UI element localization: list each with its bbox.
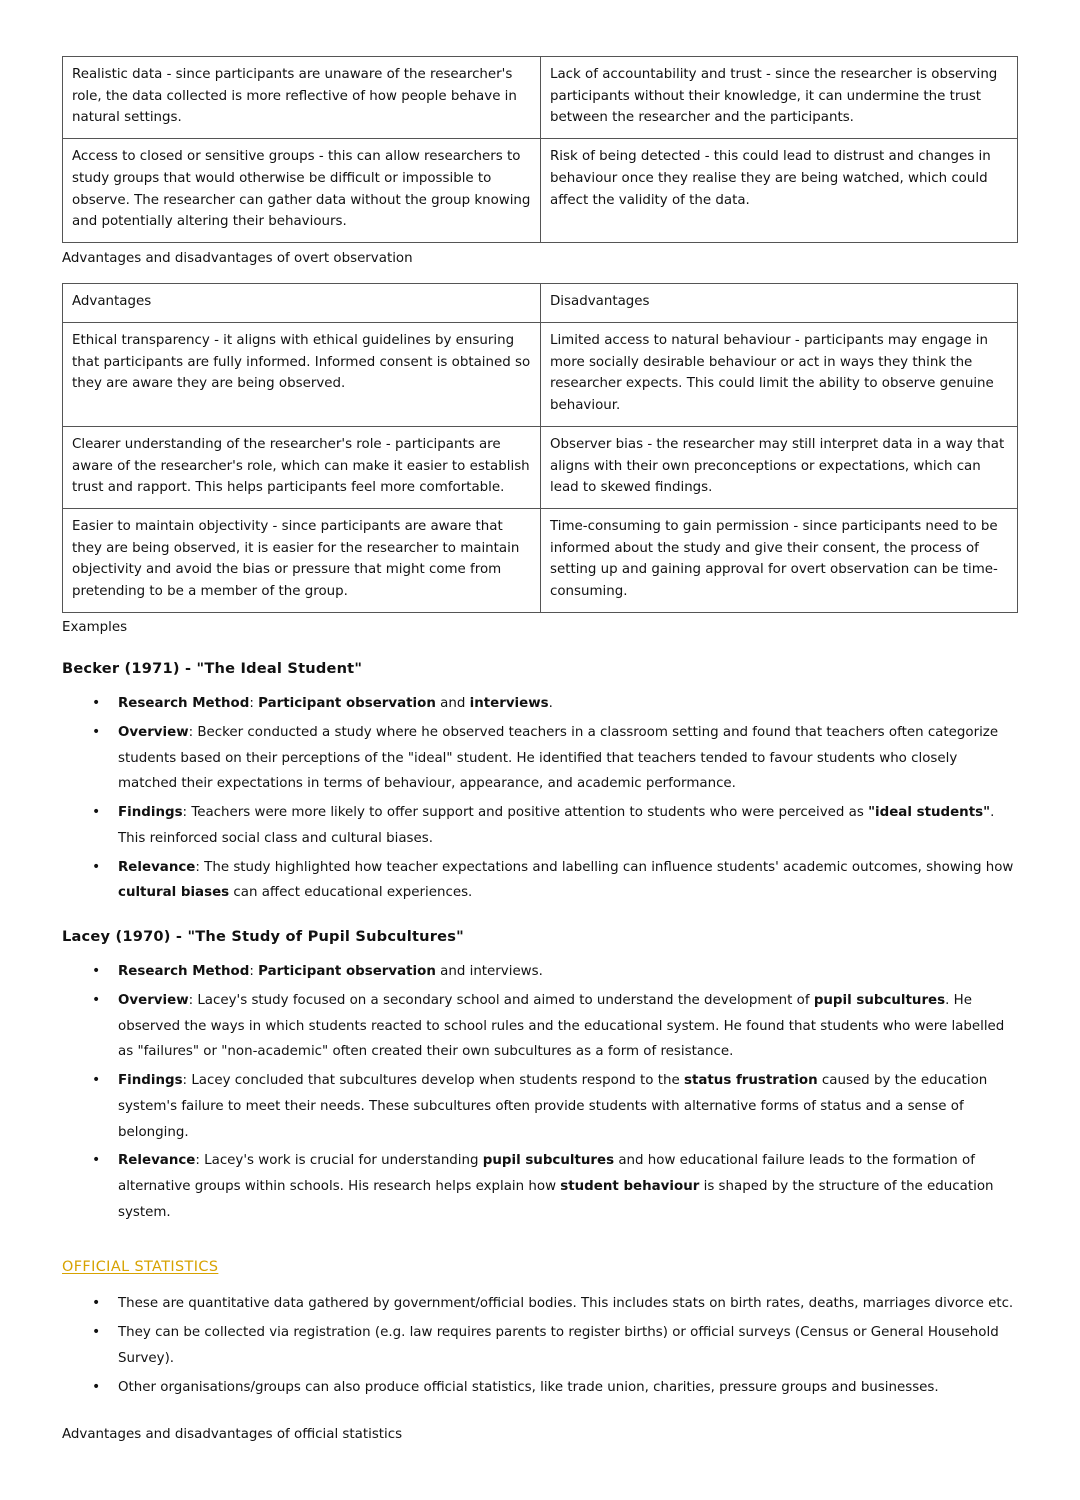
covert-observation-table — [62, 56, 1018, 243]
body-text: : — [249, 696, 259, 712]
official-statistics-caption: Advantages and disadvantages of official statistics — [62, 1427, 403, 1443]
overt-observation-table-head — [63, 284, 1018, 323]
emphasis-text: interviews — [469, 696, 549, 712]
emphasis-text: status frustration — [683, 1073, 818, 1089]
emphasis-text: Findings — [118, 805, 183, 821]
list-item — [114, 800, 1018, 851]
table-row — [63, 508, 1018, 612]
overt-observation-table-body — [63, 323, 1018, 613]
becker-study-bullets — [62, 691, 1018, 906]
list-item — [114, 855, 1018, 906]
emphasis-text: Research Method — [118, 696, 250, 712]
emphasis-text: Findings — [118, 1073, 183, 1089]
body-text: . This reinforced social class and cultural biases. — [118, 805, 995, 846]
body-text: is shaped by the structure of the education system. — [118, 1178, 994, 1220]
lacey-study-bullets — [62, 959, 1018, 1225]
table-cell: Ethical transparency - it aligns with ethical guidelines by ensuring that participants are fully informed. Informed consent is obtained so they are aware they are being observed. — [63, 323, 541, 427]
list-item — [114, 959, 1018, 985]
list-item: • These are quantitative data gathered by government/official bodies. This includes stats on birth rates, deaths, marriages divorce etc. — [114, 1291, 1018, 1317]
body-text: : Teachers were more likely to offer support and positive attention to students who were perceived as — [182, 805, 869, 821]
lacey-study-heading: Lacey (1970) - "The Study of Pupil Subcultures" — [62, 928, 464, 946]
body-text: : — [249, 964, 259, 980]
body-text: : Lacey concluded that subcultures develop when students respond to the — [182, 1073, 684, 1089]
emphasis-text: Overview — [118, 992, 189, 1008]
overt-table-caption: Advantages and disadvantages of overt observation — [62, 250, 413, 266]
table-row — [63, 139, 1018, 243]
table-header-row — [63, 284, 1018, 323]
list-item: • Other organisations/groups can also produce official statistics, like trade union, charities, pressure groups and businesses. — [114, 1375, 1018, 1401]
table-row — [63, 323, 1018, 427]
emphasis-text: Relevance — [118, 859, 196, 875]
table-cell: Easier to maintain objectivity - since participants are aware that they are being observed, it is easier for the researcher to maintain objectivity and avoid the bias or pressure that might come from pretending to be a member of the group. — [63, 508, 541, 612]
table-cell: Observer bias - the researcher may still interpret data in a way that aligns with their own preconceptions or expectations, which can lead to skewed findings. — [541, 426, 1018, 508]
emphasis-text: Participant observation — [258, 696, 436, 712]
list-item — [114, 691, 1018, 717]
body-text: : The study highlighted how teacher expectations and labelling can influence students' academic outcomes, showing how — [195, 859, 1014, 875]
list-item — [114, 1068, 1018, 1145]
body-text: . — [548, 696, 553, 712]
table-row — [63, 57, 1018, 139]
emphasis-text: student behaviour — [560, 1178, 700, 1194]
body-text: : Becker conducted a study where he observed teachers in a classroom setting and found that teachers often categorize students based on their perceptions of the "ideal" student. He identified that teachers tended to favour students who closely matched their expectations in terms of behaviour, appearance, and academic performance. — [118, 724, 999, 792]
body-text: : Lacey's work is crucial for understanding — [195, 1153, 483, 1169]
list-item: • They can be collected via registration (e.g. law requires parents to register births) or official surveys (Census or General Household Survey). — [114, 1320, 1018, 1371]
emphasis-text: Relevance — [118, 1153, 196, 1169]
list-item — [114, 988, 1018, 1065]
body-text: can affect educational experiences. — [229, 885, 473, 901]
table-header-cell: Advantages — [63, 284, 541, 323]
table-cell: Clearer understanding of the researcher's role - participants are aware of the researcher's role, which can make it easier to establish trust and rapport. This helps participants feel more comfortable. — [63, 426, 541, 508]
table-cell: Limited access to natural behaviour - participants may engage in more socially desirable behaviour or act in ways they think the researcher expects. This could limit the ability to observe genuine behaviour. — [541, 323, 1018, 427]
overt-observation-table — [62, 283, 1018, 612]
emphasis-text: cultural biases — [118, 885, 230, 901]
emphasis-text: Research Method — [118, 964, 250, 980]
emphasis-text: Participant observation — [258, 964, 436, 980]
table-row — [63, 426, 1018, 508]
body-text: and interviews. — [435, 964, 543, 980]
studies-section — [62, 660, 1018, 1225]
emphasis-text: pupil subcultures — [482, 1153, 615, 1169]
emphasis-text: "ideal students" — [868, 805, 991, 821]
list-item — [114, 1148, 1018, 1225]
table-cell: Realistic data - since participants are unaware of the researcher's role, the data collected is more reflective of how people behave in natural settings. — [63, 57, 541, 139]
covert-observation-table-body — [63, 57, 1018, 243]
list-item — [114, 720, 1018, 797]
table-header-cell: Disadvantages — [541, 284, 1018, 323]
official-statistics-section — [62, 1231, 1018, 1400]
table-cell: Lack of accountability and trust - since the researcher is observing participants without their knowledge, it can undermine the trust between the researcher and the participants. — [541, 57, 1018, 139]
body-text: and how educational failure leads to the formation of alternative groups within schools. His research helps explain how — [118, 1153, 975, 1194]
body-text: . He observed the ways in which students reacted to school rules and the educational system. He found that students who were labelled as "failures" or "non-academic" often created their own subcultures as a form of resistance. — [118, 992, 1005, 1060]
official-statistics-title: OFFICIAL STATISTICS — [62, 1259, 219, 1276]
body-text: and — [435, 696, 470, 712]
emphasis-text: pupil subcultures — [813, 992, 946, 1008]
table-cell: Risk of being detected - this could lead to distrust and changes in behaviour once they realise they are being watched, which could affect the validity of the data. — [541, 139, 1018, 243]
table-cell: Time-consuming to gain permission - since participants need to be informed about the study and give their consent, the process of setting up and gaining approval for overt observation can be time-consuming. — [541, 508, 1018, 612]
official-statistics-bullets — [62, 1291, 1018, 1400]
examples-caption: Examples — [62, 619, 128, 635]
body-text: : Lacey's study focused on a secondary school and aimed to understand the development of — [188, 992, 814, 1008]
becker-study-heading: Becker (1971) - "The Ideal Student" — [62, 660, 363, 678]
table-cell: Access to closed or sensitive groups - this can allow researchers to study groups that would otherwise be difficult or impossible to observe. The researcher can gather data without the group knowing and potentially altering their behaviours. — [63, 139, 541, 243]
emphasis-text: Overview — [118, 724, 189, 740]
body-text: caused by the education system's failure to meet their needs. These subcultures often provide students with alternative forms of status and a sense of belonging. — [118, 1073, 988, 1140]
